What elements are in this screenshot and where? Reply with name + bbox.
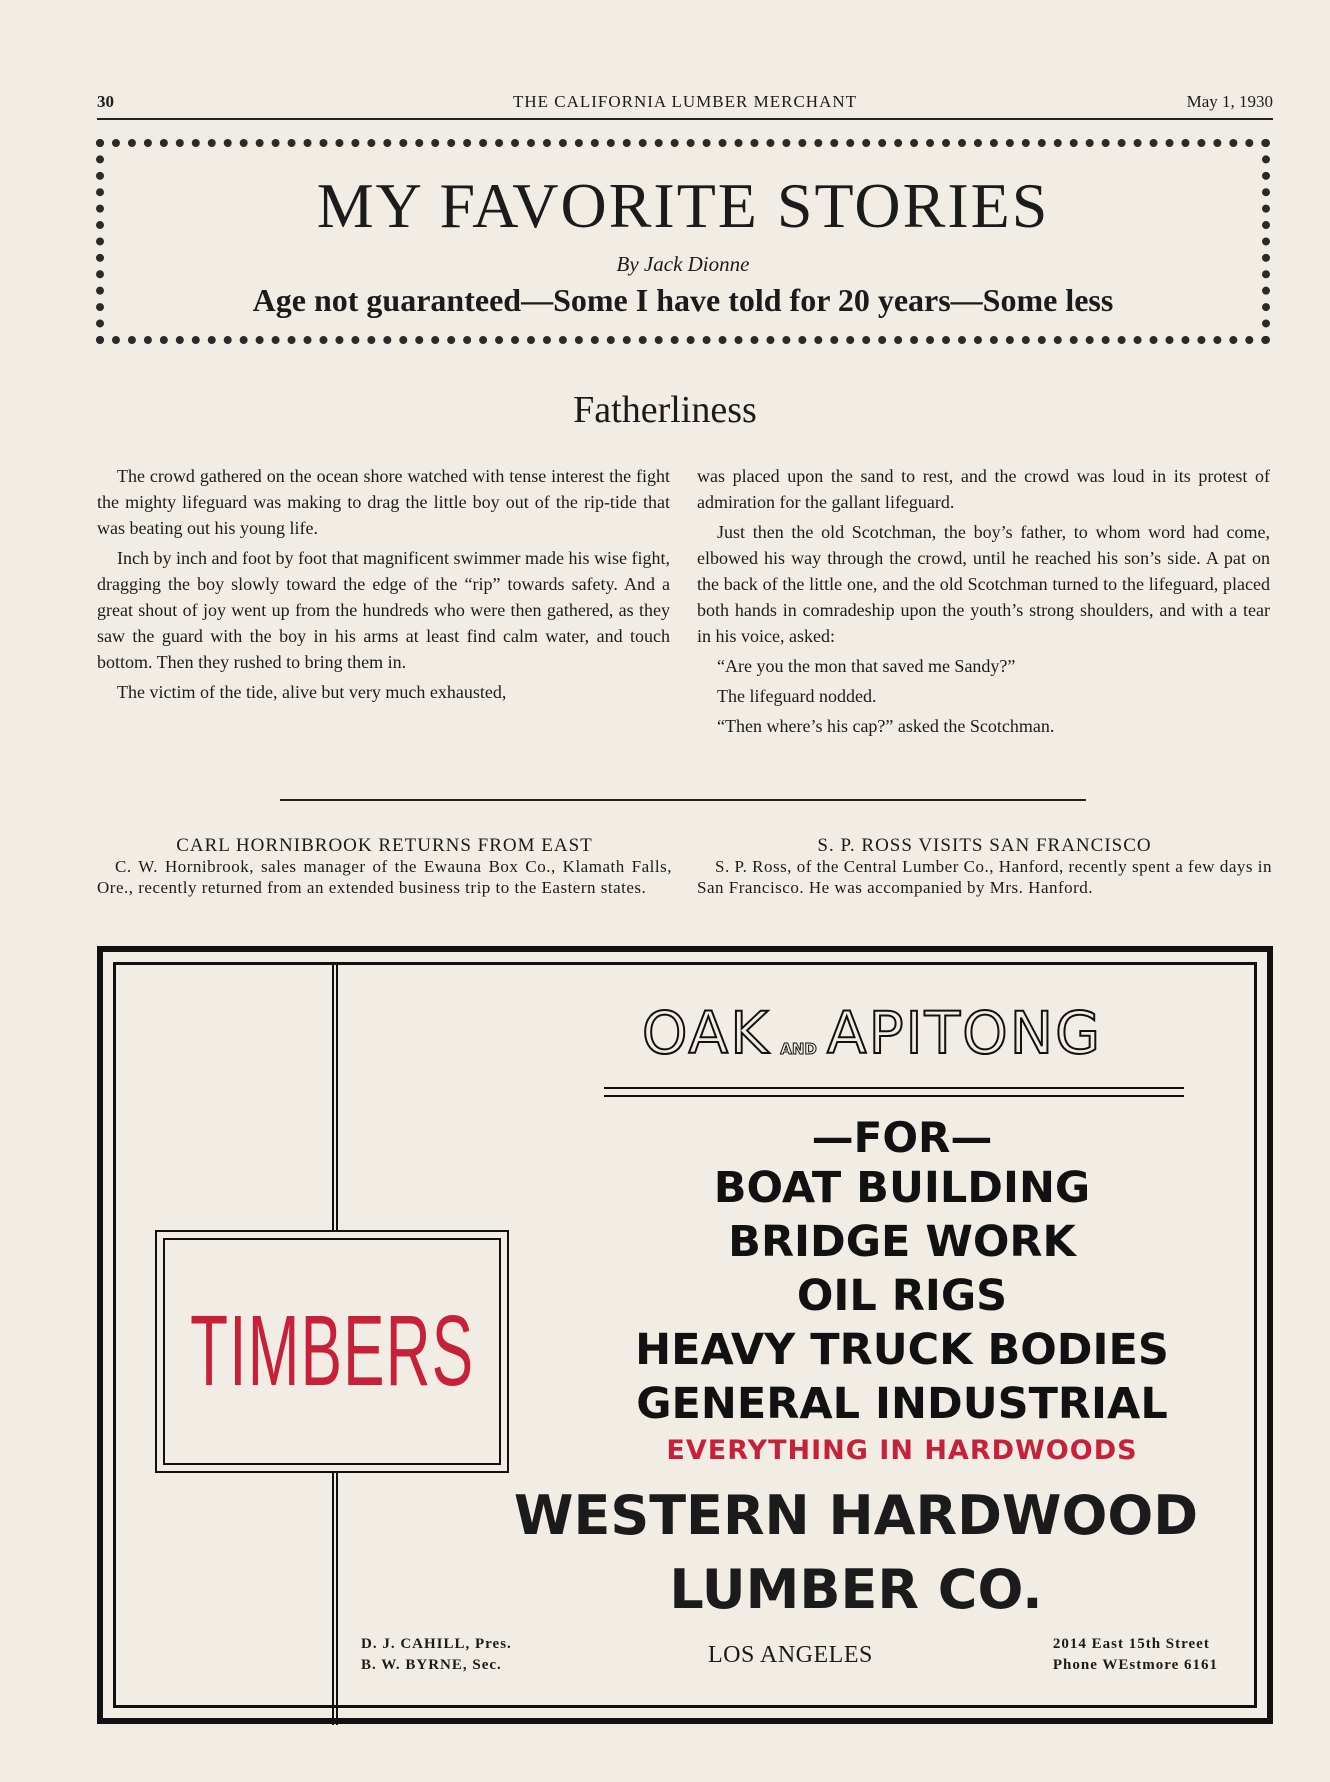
- news-body: S. P. Ross, of the Central Lumber Co., Hanford, recently spent a few days in San Francisco. He was accompanied by Mrs. Hanford.: [697, 857, 1272, 897]
- officer-president: D. J. CAHILL, Pres.: [361, 1636, 512, 1652]
- story-paragraph: The crowd gathered on the ocean shore watched with tense interest the fight the mighty lifeguard was making to drag the little boy out of the rip-tide that was beating out his young life.: [97, 466, 670, 538]
- story-paragraph: Just then the old Scotchman, the boy’s father, to whom word had come, elbowed his way through the crowd, until he reached his son’s side. A pat on the back of the little one, and the old Scotchman turned to the lifeguard, placed both hands in comradeship upon the youth’s strong shoulders, and with a tear in his voice, asked:: [697, 522, 1270, 646]
- company-name-line1: WESTERN HARDWOOD: [513, 1484, 1199, 1547]
- officers: [361, 1634, 512, 1676]
- column-banner: [96, 139, 1270, 344]
- use-item: OIL RIGS: [796, 1271, 1008, 1321]
- decorative-post-top: [332, 965, 338, 1230]
- for-label: —FOR—: [811, 1113, 993, 1162]
- oak-label: OAK: [641, 999, 771, 1067]
- timbers-sign: [155, 1230, 509, 1473]
- apitong-label: APITONG: [826, 999, 1103, 1067]
- use-item: BRIDGE WORK: [728, 1217, 1076, 1267]
- news-item: [697, 835, 1272, 898]
- column-title: MY FAVORITE STORIES: [316, 170, 1050, 241]
- page-number: 30: [97, 92, 114, 111]
- news-headline: CARL HORNIBROOK RETURNS FROM EAST: [176, 835, 593, 856]
- story-paragraph: “Then where’s his cap?” asked the Scotchman.: [717, 716, 1055, 736]
- everything-tagline: EVERYTHING IN HARDWOODS: [666, 1435, 1138, 1466]
- magazine-title: THE CALIFORNIA LUMBER MERCHANT: [512, 92, 858, 111]
- story-paragraph: was placed upon the sand to rest, and the crowd was loud in its protest of admiration for the gallant lifeguard.: [697, 466, 1270, 512]
- running-header: [97, 92, 1273, 116]
- section-divider: [280, 799, 1086, 801]
- company-name-line2: LUMBER CO.: [669, 1558, 1043, 1621]
- news-body: C. W. Hornibrook, sales manager of the Ewauna Box Co., Klamath Falls, Ore., recently returned from an extended business trip to the Eastern states.: [97, 857, 672, 897]
- wood-types-heading: [582, 999, 1162, 1067]
- use-item: GENERAL INDUSTRIAL: [636, 1379, 1168, 1429]
- use-item: BOAT BUILDING: [713, 1163, 1091, 1213]
- phone-number: Phone WEstmore 6161: [1052, 1657, 1218, 1673]
- timbers-label: TIMBERS: [189, 1295, 475, 1407]
- story-title: Fatherliness: [573, 389, 757, 431]
- issue-date: May 1, 1930: [1186, 92, 1273, 111]
- news-item: [97, 835, 672, 898]
- advertisement-inner-frame: [113, 962, 1257, 1708]
- uses-list: [582, 1161, 1222, 1431]
- contact-info: [1053, 1634, 1218, 1676]
- news-headline: S. P. ROSS VISITS SAN FRANCISCO: [817, 835, 1152, 856]
- story-column-left: [97, 463, 670, 709]
- city: LOS ANGELES: [708, 1642, 873, 1668]
- story-paragraph: “Are you the mon that saved me Sandy?”: [717, 656, 1016, 676]
- company-name: [416, 1479, 1296, 1627]
- story-paragraph: The lifeguard nodded.: [717, 686, 877, 706]
- story-column-right: [697, 463, 1270, 743]
- street-address: 2014 East 15th Street: [1052, 1636, 1210, 1652]
- heading-double-rule: [604, 1087, 1184, 1097]
- story-paragraph: Inch by inch and foot by foot that magnificent swimmer made his wise fight, dragging the boy slowly toward the edge of the “rip” towards safety. And a great shout of joy went up from the hundreds who were then gathered, as they saw the guard with the boy in his arms at least find calm water, and touch bottom. Then they rushed to bring them in.: [97, 548, 670, 672]
- decorative-post-bottom: [332, 1473, 338, 1725]
- header-rule: [97, 118, 1273, 120]
- story-paragraph: The victim of the tide, alive but very much exhausted,: [117, 682, 507, 702]
- byline: By Jack Dionne: [616, 252, 750, 276]
- advertisement: [97, 946, 1273, 1724]
- and-label: AND: [780, 1040, 817, 1059]
- column-subtitle: Age not guaranteed—Some I have told for 20 years—Some less: [252, 282, 1114, 318]
- use-item: HEAVY TRUCK BODIES: [635, 1325, 1169, 1375]
- officer-secretary: B. W. BYRNE, Sec.: [361, 1657, 502, 1673]
